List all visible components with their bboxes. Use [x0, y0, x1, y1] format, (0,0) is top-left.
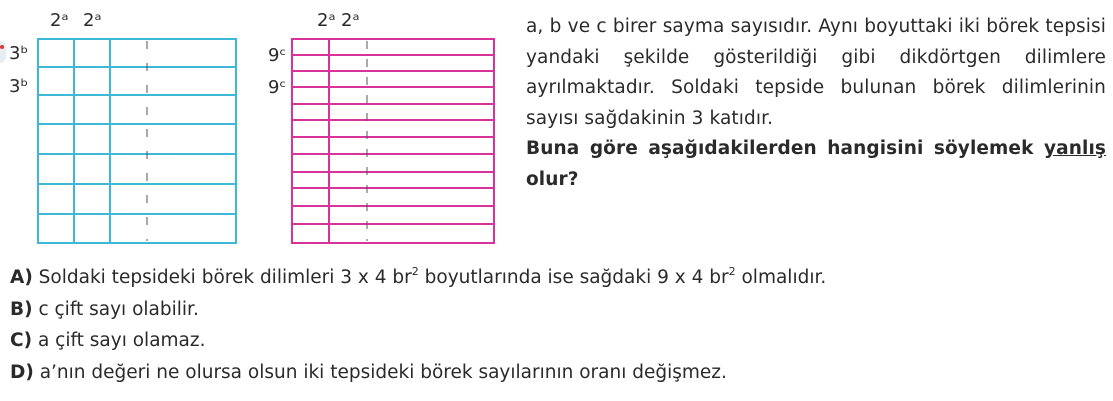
option-c-letter: C)	[10, 330, 33, 351]
option-a-text-start: Soldaki tepsideki börek dilimleri 3 x 4 br	[38, 267, 412, 288]
option-b[interactable]	[10, 294, 826, 326]
option-a[interactable]	[10, 262, 826, 294]
option-c-text: a çift sayı olamaz.	[37, 330, 206, 351]
option-a-text-end: olmalıdır.	[735, 267, 827, 288]
right-top-label-2: 2ᵃ	[341, 10, 360, 31]
option-b-letter: B)	[10, 298, 33, 320]
question-end: olur?	[526, 168, 579, 190]
right-side-label-2: 9ᶜ	[268, 77, 287, 98]
question-underlined: yanlış	[1043, 138, 1106, 159]
left-side-label-2: 3ᵇ	[9, 76, 29, 97]
option-d-text: a’nın değeri ne olursa olsun iki tepsideki börek sayılarının oranı değişmez.	[39, 361, 727, 383]
option-a-sup-2: 2	[728, 264, 736, 278]
answer-options	[10, 262, 826, 388]
option-d[interactable]	[10, 357, 826, 389]
left-top-label-2: 2ᵃ	[83, 10, 102, 31]
question-text	[526, 134, 1106, 195]
problem-statement	[526, 12, 1106, 195]
option-b-text: c çift sayı olabilir.	[38, 298, 199, 320]
right-top-label-1: 2ᵃ	[317, 10, 336, 31]
left-side-label-1: 3ᵇ	[9, 43, 29, 64]
question-start: Buna göre aşağıdakilerden hangisini söylemek	[526, 138, 1044, 159]
left-tray-grid	[37, 38, 237, 244]
option-d-letter: D)	[10, 361, 34, 383]
option-a-sup-1: 2	[411, 264, 419, 278]
left-top-label-1: 2ᵃ	[50, 10, 69, 31]
option-a-text-mid: boyutlarında ise sağdaki 9 x 4 br	[418, 267, 729, 288]
option-a-letter: A)	[10, 267, 33, 288]
right-side-label-1: 9ᶜ	[268, 45, 287, 66]
option-c[interactable]	[10, 325, 826, 357]
red-dot	[0, 45, 4, 49]
right-tray-grid	[291, 38, 495, 244]
problem-text: a, b ve c birer sayma sayısıdır. Aynı boyuttaki iki börek tepsisi yandaki şekilde gösterildiği gibi dikdörtgen dilimlere ayrılmaktadır. Soldaki tepside bulunan börek dilimlerinin sayısı sağdakinin 3 katıdır.	[526, 16, 1106, 129]
